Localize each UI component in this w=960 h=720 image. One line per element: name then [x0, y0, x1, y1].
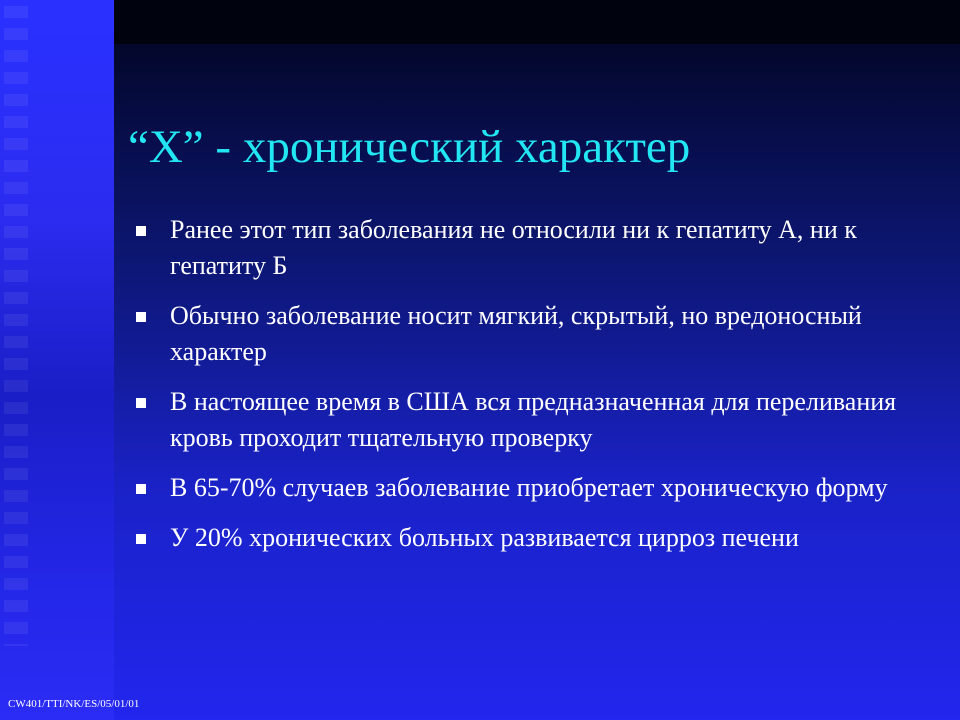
- bullet-item: [134, 470, 934, 506]
- slide-title: “X” - хронический характер: [128, 121, 691, 173]
- bullet-item: [134, 298, 934, 370]
- top-dark-bar: [114, 0, 960, 44]
- decorative-square-pattern: [4, 6, 28, 646]
- square-bullet-icon: [136, 312, 146, 322]
- bullet-text: У 20% хронических больных развивается цирроз печени: [170, 523, 799, 552]
- bullet-text: Ранее этот тип заболевания не относили ни к гепатиту А, ни к гепатиту Б: [170, 215, 857, 280]
- square-bullet-icon: [136, 484, 146, 494]
- bullet-item: [134, 384, 934, 456]
- square-bullet-icon: [136, 534, 146, 544]
- bullet-text: В настоящее время в США вся предназначенная для переливания кровь проходит тщательную проверку: [170, 387, 897, 452]
- bullet-list: [134, 212, 934, 570]
- left-accent-band: [0, 0, 114, 720]
- bullet-item: [134, 520, 934, 556]
- bullet-text: Обычно заболевание носит мягкий, скрытый, но вредоносный характер: [170, 301, 862, 366]
- bullet-text: В 65-70% случаев заболевание приобретает хроническую форму: [170, 473, 888, 502]
- footer-code: CW401/TTI/NK/ES/05/01/01: [8, 698, 140, 710]
- bullet-item: [134, 212, 934, 284]
- square-bullet-icon: [136, 398, 146, 408]
- square-bullet-icon: [136, 226, 146, 236]
